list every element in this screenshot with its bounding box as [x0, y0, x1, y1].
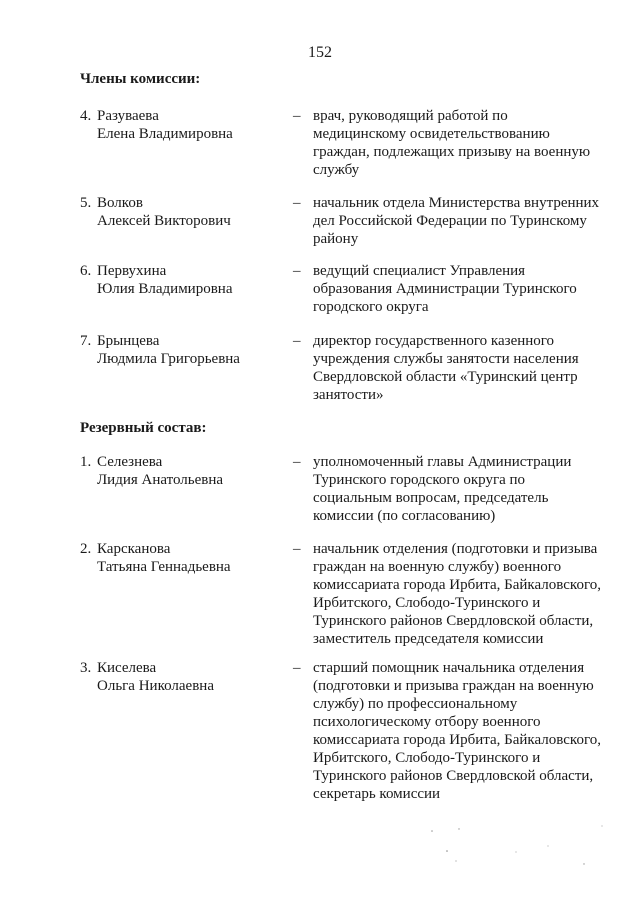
member-position: [313, 659, 613, 803]
member-name: [97, 194, 287, 230]
member-position: [313, 540, 613, 648]
entry-number: 6.: [80, 263, 92, 279]
position-line: образования Администрации Туринского: [313, 281, 577, 297]
dash-separator: –: [293, 541, 301, 557]
member-surname: Разуваева: [97, 108, 159, 124]
position-line: Туринского районов Свердловской области,: [313, 768, 594, 784]
position-line: медицинскому освидетельствованию: [313, 126, 550, 142]
position-line: начальник отдела Министерства внутренних: [313, 195, 600, 211]
member-given-names: Лидия Анатольевна: [97, 472, 224, 488]
member-surname: Селезнева: [97, 454, 163, 470]
member-name: [97, 332, 287, 368]
position-line: Туринского городского округа по: [313, 472, 526, 488]
member-given-names: Алексей Викторович: [97, 213, 231, 229]
member-given-names: Татьяна Геннадьевна: [97, 559, 231, 575]
position-line: уполномоченный главы Администрации: [313, 454, 572, 470]
position-line: старший помощник начальника отделения: [313, 660, 585, 676]
position-line: комиссии (по согласованию): [313, 508, 496, 524]
dash-separator: –: [293, 333, 301, 349]
position-line: граждан на военную службу) военного: [313, 559, 562, 575]
position-line: дел Российской Федерации по Туринскому: [313, 213, 587, 229]
member-surname: Брынцева: [97, 333, 160, 349]
entry-number: 1.: [80, 454, 92, 470]
member-surname: Карсканова: [97, 541, 171, 557]
reserve-heading: Резервный состав:: [80, 420, 207, 436]
dash-separator: –: [293, 108, 301, 124]
position-line: директор государственного казенного: [313, 333, 555, 349]
entry-number: 2.: [80, 541, 92, 557]
position-line: городского округа: [313, 299, 429, 315]
member-position: [313, 107, 613, 179]
position-line: занятости»: [313, 387, 384, 403]
position-line: начальник отделения (подготовки и призыва: [313, 541, 598, 557]
page-number: 152: [308, 44, 332, 61]
position-line: секретарь комиссии: [313, 786, 441, 802]
position-line: граждан, подлежащих призыву на военную: [313, 144, 591, 160]
member-name: [97, 540, 287, 576]
member-position: [313, 332, 613, 404]
member-position: [313, 453, 613, 525]
position-line: врач, руководящий работой по: [313, 108, 508, 124]
position-line: Ирбитского, Слободо-Туринского и: [313, 750, 541, 766]
position-line: службу) по профессиональному: [313, 696, 518, 712]
entry-number: 5.: [80, 195, 92, 211]
member-name: [97, 262, 287, 298]
entry-number: 4.: [80, 108, 92, 124]
member-given-names: Елена Владимировна: [97, 126, 233, 142]
member-given-names: Юлия Владимировна: [97, 281, 233, 297]
member-surname: Киселева: [97, 660, 157, 676]
entry-number: 7.: [80, 333, 92, 349]
position-line: заместитель председателя комиссии: [313, 631, 544, 647]
position-line: (подготовки и призыва граждан на военную: [313, 678, 594, 694]
members-heading: Члены комиссии:: [80, 71, 201, 87]
position-line: учреждения службы занятости населения: [313, 351, 579, 367]
position-line: Туринского районов Свердловской области,: [313, 613, 594, 629]
member-name: [97, 107, 287, 143]
member-position: [313, 262, 613, 316]
member-given-names: Людмила Григорьевна: [97, 351, 240, 367]
position-line: комиссариата города Ирбита, Байкаловского,: [313, 732, 601, 748]
position-line: социальным вопросам, председатель: [313, 490, 549, 506]
dash-separator: –: [293, 263, 301, 279]
member-name: [97, 659, 287, 695]
member-position: [313, 194, 613, 248]
member-given-names: Ольга Николаевна: [97, 678, 214, 694]
member-surname: Первухина: [97, 263, 167, 279]
position-line: Ирбитского, Слободо-Туринского и: [313, 595, 541, 611]
dash-separator: –: [293, 660, 301, 676]
position-line: службу: [313, 162, 360, 178]
position-line: Свердловской области «Туринский центр: [313, 369, 578, 385]
member-surname: Волков: [97, 195, 143, 211]
position-line: психологическому отбору военного: [313, 714, 541, 730]
position-line: ведущий специалист Управления: [313, 263, 526, 279]
member-name: [97, 453, 287, 489]
position-line: району: [313, 231, 359, 247]
dash-separator: –: [293, 195, 301, 211]
position-line: комиссариата города Ирбита, Байкаловского,: [313, 577, 601, 593]
entry-number: 3.: [80, 660, 92, 676]
dash-separator: –: [293, 454, 301, 470]
